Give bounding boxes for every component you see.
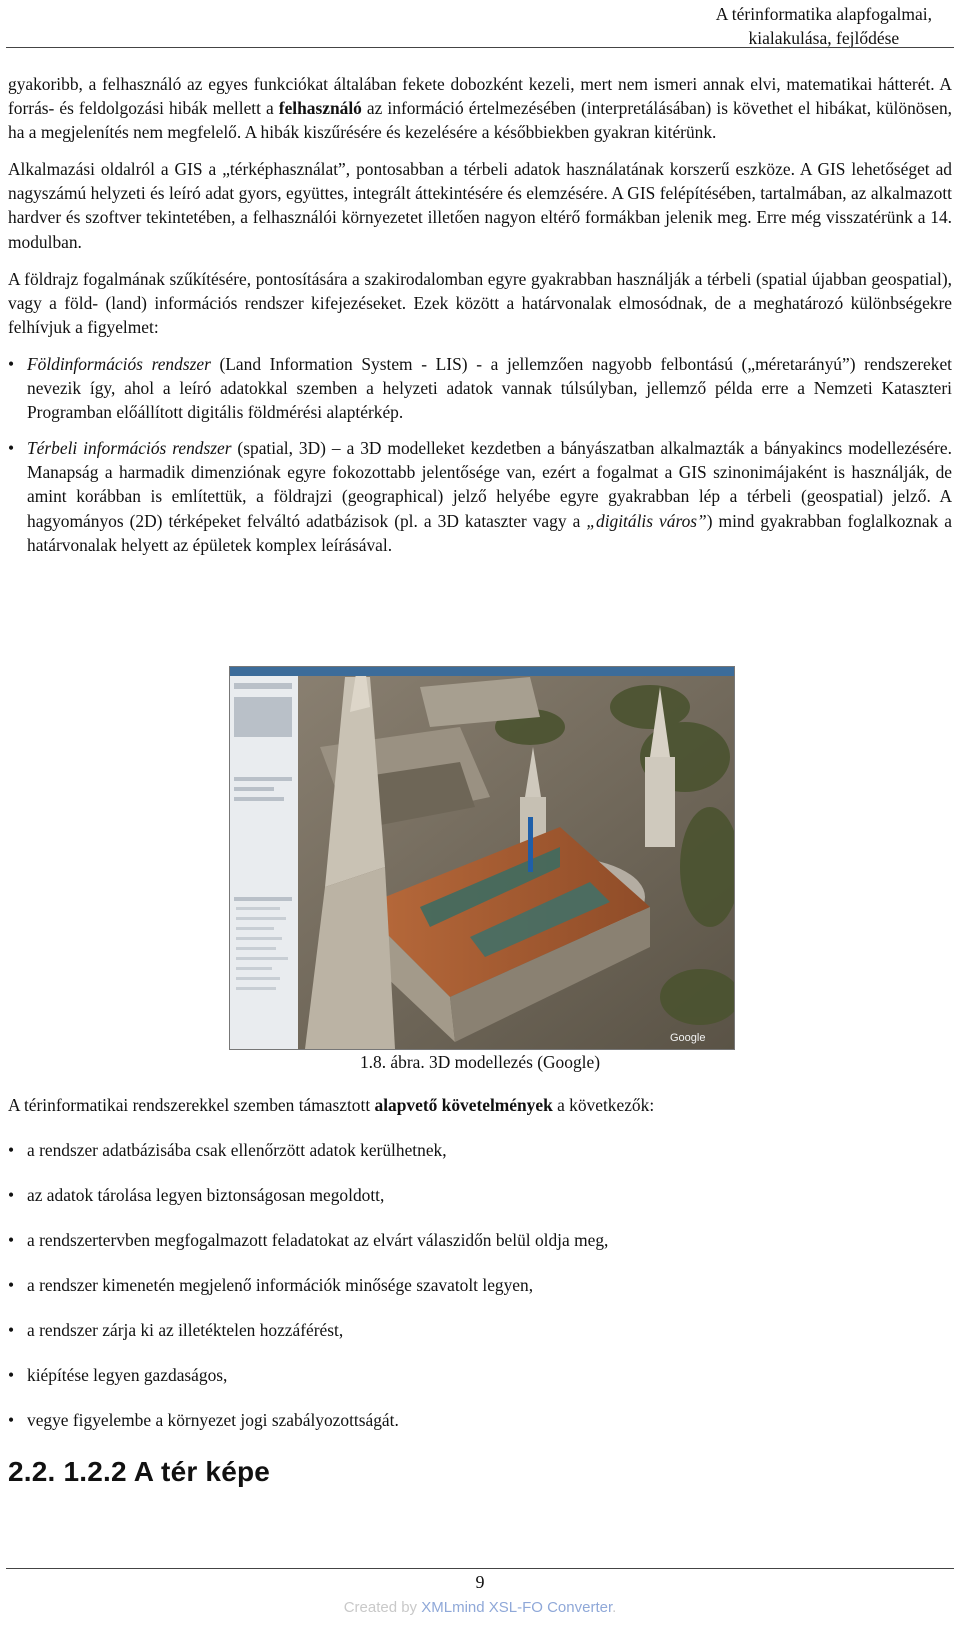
list-item-text: a rendszer zárja ki az illetéktelen hozzáférést, [27, 1320, 344, 1340]
section-heading: 2.2. 1.2.2 A tér képe [8, 1456, 271, 1487]
figure-caption: 1.8. ábra. 3D modellezés (Google) [359, 1052, 600, 1072]
page-number: 9 [475, 1572, 485, 1592]
bullet-italic: „digitális város” [586, 510, 707, 531]
running-header-line-1: A térinformatika alapfogalmai, [715, 4, 932, 24]
list-item-text: kiépítése legyen gazdaságos, [27, 1365, 228, 1385]
3d-city-screenshot [230, 667, 734, 1049]
running-header-line-2: kialakulása, fejlődése [748, 28, 900, 48]
paragraph-3: A földrajz fogalmának szűkítésére, pontosítására a szakirodalomban egyre gyakrabban használják a térbeli (spatial újabban geospatial), vagy a föld- (land) információs rendszer kifejezéseket. Ezek között a határvonalak elmosódnak, de a meghatározó különbségekre felhívjuk a figyelmet: [8, 268, 952, 337]
credit-suffix: . [612, 1599, 617, 1616]
bullet-icon: • [8, 353, 15, 374]
credit-prefix: Created by [343, 1599, 422, 1616]
bullet-term: Térbeli információs rendszer [27, 438, 232, 459]
bullet-term: Földinformációs rendszer [27, 353, 211, 374]
paragraph-1-text-b: az információ értelmezésében (interpretálásában) is követhet el hibákat, különösen, ha a megjelenítés nem megfelelő. A hibák kiszűrésére és kezelésére a későbbiekben gyakran kitérünk. [8, 98, 952, 143]
list-item [8, 1140, 608, 1185]
image-watermark: Google [670, 1032, 706, 1044]
paragraph-1 [8, 72, 952, 144]
bullet-icon: • [8, 1140, 15, 1160]
figure-3d-model-image [229, 666, 735, 1050]
requirements-intro [8, 1095, 952, 1116]
list-item [8, 1320, 608, 1365]
bullet-icon: • [8, 1185, 15, 1205]
requirements-intro-text: a következők: [552, 1095, 655, 1115]
list-item-text: vegye figyelembe a környezet jogi szabályozottságát. [27, 1410, 399, 1430]
bullet-icon: • [8, 1320, 15, 1340]
running-header [716, 2, 932, 50]
list-item-text: a rendszer kimenetén megjelenő információk minősége szavatolt legyen, [27, 1275, 534, 1295]
bullet-icon: • [8, 1410, 15, 1430]
bullet-item-3d [8, 436, 952, 556]
bullet-item-lis [8, 352, 952, 424]
paragraph-2: Alkalmazási oldalról a GIS a „térképhasználat”, pontosabban a térbeli adatok használatának korszerű eszköze. A GIS lehetőséget ad nagyszámú helyzeti és leíró adat gyors, együttes, integrált áttekintésére és elemzésére. A GIS felépítésében, tartalmában, az alkalmazott hardver és szoftver tekintetében, a felhasználói környezetet illetően nagyon eltérő formákban jelenik meg. Erre még visszatérünk a 14. modulban. [8, 159, 952, 252]
bullet-text: (Land Information System - LIS) - a jellemzően nagyobb felbontású („méretarányú”) rendszereket nevezik így, ahol a leíró adatokkal szemben a helyzeti adatok vannak túlsúlyban, jellemző példa erre a Nemzeti Kataszteri Programban előállított digitális földmérési alaptérkép. [27, 353, 952, 423]
converter-credit [0, 1599, 960, 1616]
requirements-intro-bold: alapvető követelmények [374, 1095, 553, 1115]
credit-brand-link[interactable]: XMLmind XSL-FO Converter [421, 1599, 613, 1616]
bullet-icon: • [8, 1230, 15, 1250]
bullet-icon: • [8, 1365, 15, 1385]
list-item-text: az adatok tárolása legyen biztonságosan megoldott, [27, 1185, 385, 1205]
body-text [8, 72, 952, 557]
footer-divider [6, 1568, 954, 1569]
list-item [8, 1365, 608, 1410]
paragraph-1-text-a: gyakoribb, a felhasználó az egyes funkciókat általában fekete dobozként kezeli, mert nem ismeri annak elvi, matematikai hátterét. A forrás- és feldolgozási hibák mellett a [8, 74, 952, 119]
header-divider [6, 47, 954, 48]
paragraph-1-bold: felhasználó [278, 98, 362, 119]
list-item [8, 1230, 608, 1275]
requirements-intro-text: A térinformatikai rendszerekkel szemben támasztott [8, 1095, 375, 1115]
list-item [8, 1185, 608, 1230]
bullet-text: ) mind gyakrabban foglalkoznak a határvonalak helyett az épületek komplex leírásával. [27, 510, 952, 555]
list-item-text: a rendszer adatbázisába csak ellenőrzött adatok kerülhetnek, [27, 1140, 447, 1160]
list-item [8, 1275, 608, 1320]
bullet-icon: • [8, 438, 15, 459]
requirements-list [8, 1140, 608, 1455]
list-item-text: a rendszertervben megfogalmazott feladatokat az elvárt válaszidőn belül oldja meg, [27, 1230, 609, 1250]
list-item [8, 1410, 608, 1455]
bullet-text: (spatial, 3D) – a 3D modelleket kezdetben a bányászatban alkalmazták a bányakincs modellezésére. Manapság a harmadik dimenziónak egyre fokozottabb jelentősége van, ezért a fogalmat a GIS szinonimájaként is használják, de amint korábban is említettük, a földrajzi (geographical) jelző helyébe egyre gyakrabban lép a térbeli (geospatial) jelző. A hagyományos (2D) térképeket felváltó adatbázisok (pl. a 3D kataszter vagy a [27, 438, 952, 531]
bullet-icon: • [8, 1275, 15, 1295]
